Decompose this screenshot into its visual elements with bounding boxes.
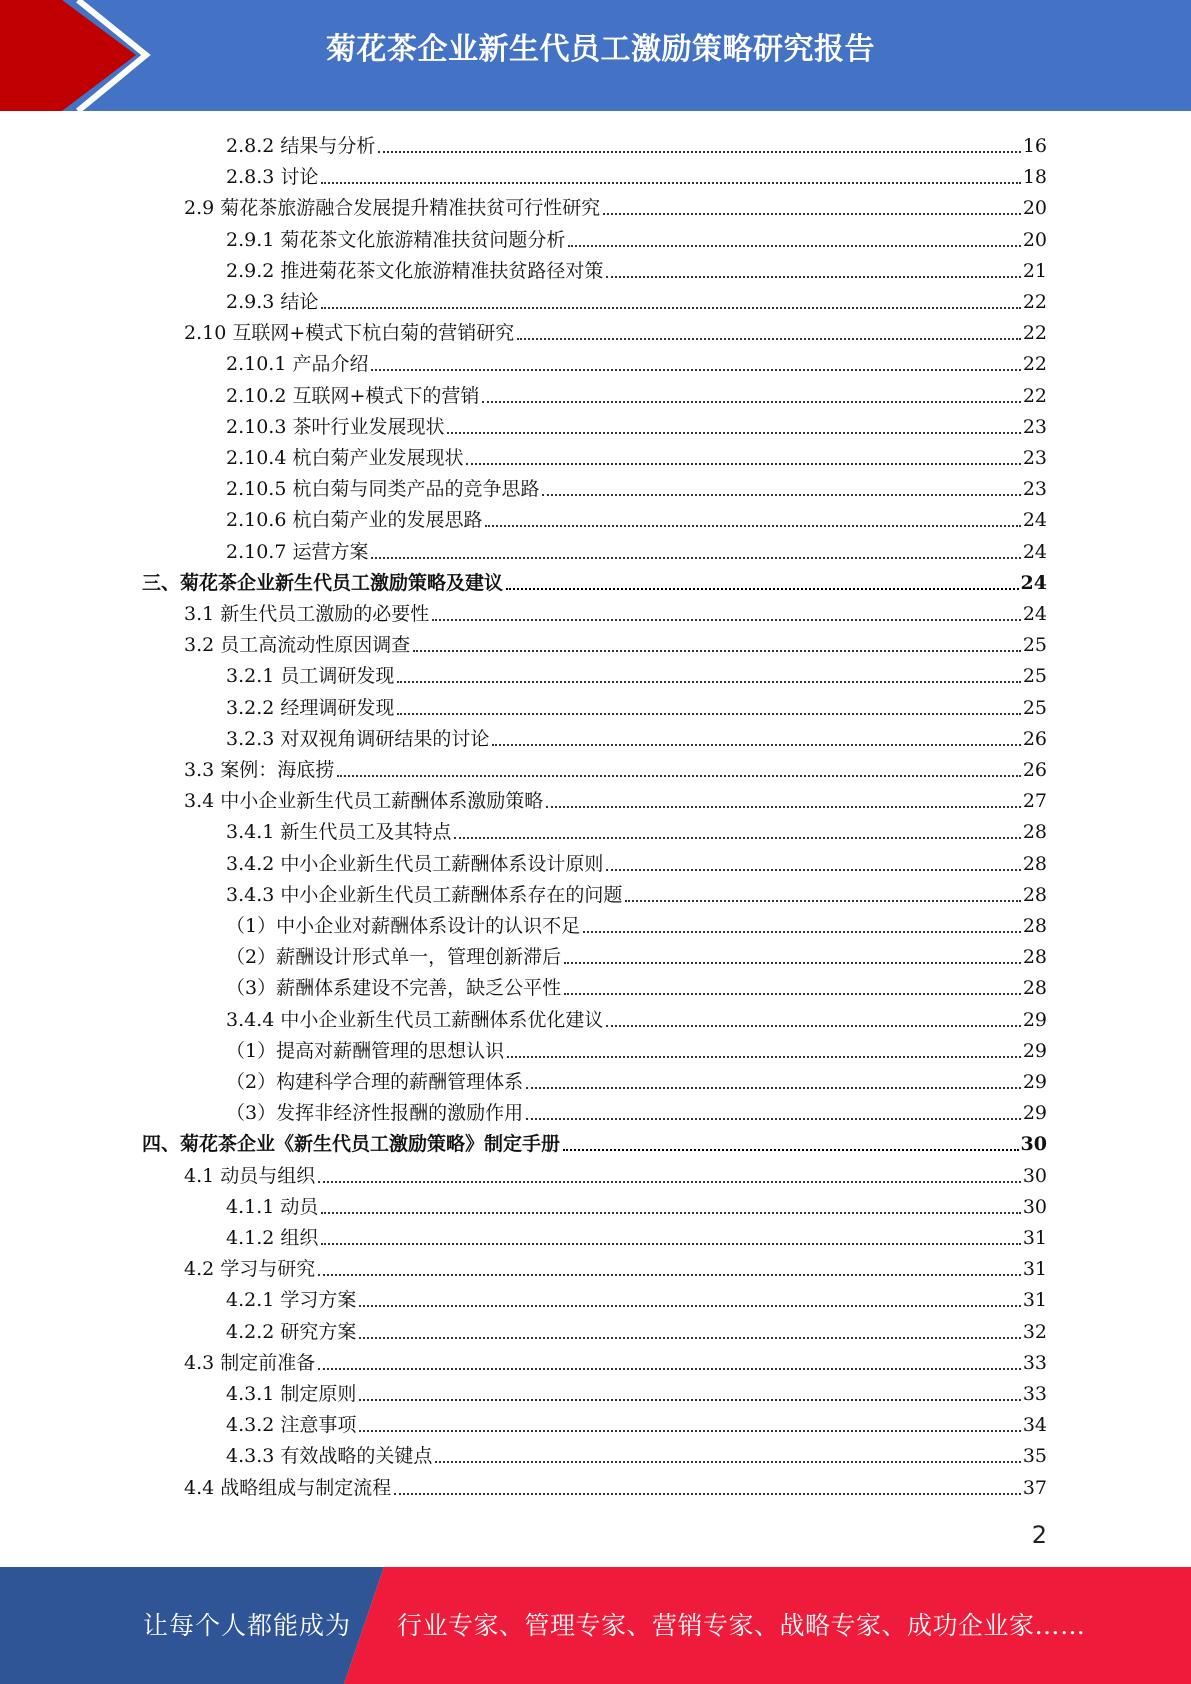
- toc-entry-label: 3.2.1 员工调研发现: [226, 665, 395, 688]
- toc-entry-page: 30: [1022, 1164, 1047, 1187]
- toc-entry-label: （3）发挥非经济性报酬的激励作用: [226, 1102, 524, 1125]
- toc-entry-page: 37: [1022, 1476, 1047, 1499]
- toc-entry[interactable]: [226, 1094, 1047, 1125]
- toc-dot-leader: [359, 1398, 1020, 1401]
- toc-entry[interactable]: [226, 501, 1047, 532]
- toc-entry-page: 20: [1022, 197, 1047, 220]
- toc-dot-leader: [625, 899, 1020, 902]
- toc-entry-page: 29: [1022, 1039, 1047, 1062]
- toc-entry[interactable]: [226, 1375, 1047, 1406]
- toc-dot-leader: [359, 1429, 1020, 1432]
- toc-entry[interactable]: [226, 969, 1047, 1000]
- toc-entry[interactable]: [226, 127, 1047, 158]
- toc-entry[interactable]: [184, 782, 1047, 813]
- page-header: [0, 0, 1191, 111]
- toc-entry-label: 三、菊花茶企业新生代员工激励策略及建议: [142, 571, 504, 594]
- toc-dot-leader: [397, 712, 1020, 715]
- toc-entry-label: 4.3.1 制定原则: [226, 1383, 357, 1405]
- toc-entry-page: 31: [1022, 1258, 1047, 1281]
- toc-dot-leader: [435, 1460, 1020, 1463]
- toc-entry-label: 4.2.1 学习方案: [226, 1289, 357, 1312]
- toc-entry-page: 28: [1022, 946, 1047, 969]
- toc-dot-leader: [568, 244, 1020, 247]
- toc-dot-leader: [321, 306, 1020, 309]
- toc-entry-page: 22: [1022, 322, 1047, 345]
- toc-dot-leader: [378, 150, 1020, 153]
- toc-entry-page: 24: [1022, 509, 1047, 532]
- toc-entry-page: 35: [1022, 1445, 1047, 1468]
- toc-entry[interactable]: [184, 626, 1047, 657]
- toc-entry-page: 31: [1022, 1227, 1047, 1249]
- toc-entry[interactable]: [226, 1437, 1047, 1468]
- toc-entry-label: （2）薪酬设计形式单一，管理创新滞后: [226, 946, 562, 969]
- toc-entry-label: 4.3.3 有效战略的关键点: [226, 1445, 433, 1468]
- toc-entry[interactable]: [142, 564, 1047, 595]
- toc-dot-leader: [546, 805, 1021, 808]
- toc-dot-leader: [466, 462, 1020, 465]
- toc-entry-label: （3）薪酬体系建设不完善，缺乏公平性: [226, 977, 562, 1000]
- toc-entry-page: 33: [1022, 1383, 1047, 1405]
- toc-entry-label: 2.10.5 杭白菊与同类产品的竞争思路: [226, 478, 540, 501]
- toc-entry-label: （1）中小企业对薪酬体系设计的认识不足: [226, 915, 581, 937]
- toc-entry[interactable]: [226, 377, 1047, 408]
- toc-entry-page: 23: [1022, 447, 1047, 469]
- toc-entry-label: （2）构建科学合理的薪酬管理体系: [226, 1071, 524, 1093]
- page-footer: [0, 1567, 1191, 1684]
- toc-entry-page: 26: [1022, 759, 1047, 781]
- toc-entry-label: 3.2.3 对双视角调研结果的讨论: [226, 727, 490, 750]
- toc-entry-label: 2.9.2 推进菊花茶文化旅游精准扶贫路径对策: [226, 259, 604, 282]
- toc-entry[interactable]: [226, 689, 1047, 720]
- toc-entry-label: 3.4.2 中小企业新生代员工薪酬体系设计原则: [226, 852, 604, 875]
- toc-dot-leader: [359, 1336, 1020, 1339]
- toc-entry-label: （1）提高对薪酬管理的思想认识: [226, 1039, 505, 1062]
- toc-entry[interactable]: [226, 158, 1047, 189]
- toc-entry-label: 3.3 案例：海底捞: [184, 759, 335, 781]
- toc-entry[interactable]: [226, 845, 1047, 876]
- toc-dot-leader: [542, 493, 1020, 496]
- toc-dot-leader: [507, 1055, 1021, 1058]
- toc-entry-label: 2.9 菊花茶旅游融合发展提升精准扶贫可行性研究: [184, 197, 601, 220]
- toc-entry-page: 23: [1022, 478, 1047, 501]
- toc-entry[interactable]: [226, 1032, 1047, 1063]
- toc-entry-label: 2.10.7 运营方案: [226, 540, 369, 563]
- toc-entry-label: 3.2.2 经理调研发现: [226, 696, 395, 719]
- toc-entry-label: 4.1.2 组织: [226, 1227, 319, 1249]
- toc-dot-leader: [564, 992, 1021, 995]
- toc-entry-label: 2.10.1 产品介绍: [226, 353, 369, 376]
- toc-dot-leader: [564, 961, 1021, 964]
- toc-entry[interactable]: [226, 1406, 1047, 1437]
- toc-entry-label: 2.10 互联网+模式下杭白菊的营销研究: [184, 322, 515, 345]
- toc-dot-leader: [337, 774, 1021, 777]
- toc-entry[interactable]: [226, 408, 1047, 439]
- header-title: 菊花茶企业新生代员工激励策略研究报告: [326, 32, 875, 67]
- toc-dot-leader: [318, 1367, 1021, 1370]
- toc-entry-label: 3.4.3 中小企业新生代员工薪酬体系存在的问题: [226, 883, 623, 906]
- toc-entry[interactable]: [226, 720, 1047, 751]
- toc-entry-page: 22: [1022, 353, 1047, 376]
- toc-entry[interactable]: [184, 1157, 1047, 1188]
- toc-entry-label: 2.10.2 互联网+模式下的营销: [226, 384, 480, 407]
- toc-entry[interactable]: [184, 751, 1047, 782]
- toc-dot-leader: [321, 1211, 1020, 1214]
- toc-entry-page: 34: [1022, 1414, 1047, 1437]
- toc-entry-page: 28: [1022, 852, 1047, 875]
- toc-entry-page: 29: [1022, 1071, 1047, 1093]
- toc-entry-page: 25: [1022, 634, 1047, 657]
- page-number: 2: [1031, 1521, 1047, 1549]
- toc-entry-label: 3.4.4 中小企业新生代员工薪酬体系优化建议: [226, 1008, 604, 1031]
- toc-entry-page: 30: [1022, 1195, 1047, 1218]
- toc-entry-page: 31: [1022, 1289, 1047, 1312]
- toc-entry-label: 3.2 员工高流动性原因调查: [184, 634, 411, 657]
- toc-entry[interactable]: [226, 439, 1047, 470]
- toc-entry[interactable]: [184, 1469, 1047, 1500]
- toc-entry-page: 29: [1022, 1008, 1047, 1031]
- toc-entry-page: 24: [1022, 540, 1047, 563]
- toc-entry-page: 30: [1020, 1133, 1047, 1156]
- toc-entry[interactable]: [226, 345, 1047, 376]
- toc-dot-leader: [359, 1304, 1020, 1307]
- toc-entry[interactable]: [226, 283, 1047, 314]
- toc-entry-page: 22: [1022, 384, 1047, 407]
- toc-entry[interactable]: [226, 1001, 1047, 1032]
- toc-dot-leader: [413, 649, 1021, 652]
- toc-entry-page: 28: [1022, 977, 1047, 1000]
- toc-entry[interactable]: [226, 657, 1047, 688]
- toc-entry-page: 32: [1022, 1320, 1047, 1343]
- toc-entry-page: 27: [1022, 790, 1047, 813]
- toc-entry-label: 2.8.2 结果与分析: [226, 135, 376, 157]
- toc-entry[interactable]: [226, 1219, 1047, 1250]
- toc-entry[interactable]: [226, 1063, 1047, 1094]
- toc-entry[interactable]: [184, 189, 1047, 220]
- toc-entry-label: 4.3.2 注意事项: [226, 1414, 357, 1437]
- toc-dot-leader: [371, 368, 1020, 371]
- toc-dot-leader: [318, 1180, 1021, 1183]
- toc-entry[interactable]: [226, 221, 1047, 252]
- toc-dot-leader: [318, 1273, 1021, 1276]
- toc-entry-label: 4.2.2 研究方案: [226, 1320, 357, 1343]
- toc-dot-leader: [563, 1148, 1019, 1151]
- footer-slogan-left: 让每个人都能成为: [143, 1611, 352, 1640]
- toc-entry-page: 28: [1022, 821, 1047, 844]
- toc-dot-leader: [397, 680, 1020, 683]
- toc-entry-page: 24: [1020, 571, 1047, 594]
- toc-entry[interactable]: [226, 938, 1047, 969]
- toc-entry[interactable]: [142, 1125, 1047, 1156]
- toc-entry-label: 4.1.1 动员: [226, 1195, 319, 1218]
- toc-entry-label: 2.10.6 杭白菊产业的发展思路: [226, 509, 483, 532]
- toc-entry[interactable]: [184, 595, 1047, 626]
- toc-entry-page: 21: [1022, 259, 1047, 282]
- toc-entry-label: 2.9.1 菊花茶文化旅游精准扶贫问题分析: [226, 228, 566, 251]
- toc-entry-label: 4.2 学习与研究: [184, 1258, 316, 1281]
- toc-dot-leader: [603, 212, 1021, 215]
- toc-entry-label: 四、菊花茶企业《新生代员工激励策略》制定手册: [142, 1133, 561, 1156]
- toc-entry[interactable]: [226, 907, 1047, 938]
- toc-entry-page: 23: [1022, 415, 1047, 438]
- toc-entry[interactable]: [184, 1250, 1047, 1281]
- toc-entry-label: 4.1 动员与组织: [184, 1164, 316, 1187]
- toc-entry-page: 25: [1022, 696, 1047, 719]
- toc-entry-page: 26: [1022, 727, 1047, 750]
- toc-entry-page: 25: [1022, 665, 1047, 688]
- toc-dot-leader: [606, 1024, 1020, 1027]
- toc-entry-page: 28: [1022, 915, 1047, 937]
- toc-dot-leader: [447, 431, 1020, 434]
- toc-entry-page: 29: [1022, 1102, 1047, 1125]
- toc-entry[interactable]: [226, 813, 1047, 844]
- toc-entry[interactable]: [184, 1344, 1047, 1375]
- toc-entry[interactable]: [226, 1281, 1047, 1312]
- toc-entry[interactable]: [184, 314, 1047, 345]
- toc-entry-label: 2.10.4 杭白菊产业发展现状: [226, 447, 464, 469]
- toc-dot-leader: [526, 1117, 1021, 1120]
- toc-entry[interactable]: [226, 533, 1047, 564]
- toc-entry[interactable]: [226, 876, 1047, 907]
- toc-entry-label: 3.4 中小企业新生代员工薪酬体系激励策略: [184, 790, 544, 813]
- toc-dot-leader: [606, 275, 1020, 278]
- toc-entry-page: 16: [1022, 135, 1047, 157]
- toc-entry-label: 2.9.3 结论: [226, 291, 319, 313]
- toc-dot-leader: [321, 1242, 1020, 1245]
- toc-dot-leader: [432, 618, 1021, 621]
- toc-entry-page: 18: [1022, 166, 1047, 189]
- footer-slogan-right: 行业专家、管理专家、营销专家、战略专家、成功企业家……: [397, 1611, 1086, 1640]
- toc-entry-page: 33: [1022, 1351, 1047, 1374]
- toc-entry-label: 3.4.1 新生代员工及其特点: [226, 821, 452, 844]
- toc-entry[interactable]: [226, 1188, 1047, 1219]
- toc-entry-label: 2.8.3 讨论: [226, 166, 319, 189]
- toc-entry-page: 20: [1022, 228, 1047, 251]
- toc-entry-label: 3.1 新生代员工激励的必要性: [184, 603, 430, 625]
- toc-dot-leader: [394, 1492, 1021, 1495]
- toc-dot-leader: [321, 181, 1020, 184]
- toc-dot-leader: [506, 587, 1019, 590]
- toc-entry-page: 28: [1022, 883, 1047, 906]
- toc-dot-leader: [492, 743, 1020, 746]
- toc-dot-leader: [482, 400, 1020, 403]
- toc-dot-leader: [606, 868, 1020, 871]
- toc-dot-leader: [454, 836, 1020, 839]
- toc-dot-leader: [517, 337, 1021, 340]
- toc-dot-leader: [485, 524, 1020, 527]
- toc-dot-leader: [526, 1086, 1021, 1089]
- toc-entry-label: 2.10.3 茶叶行业发展现状: [226, 415, 445, 438]
- toc-entry-page: 24: [1022, 603, 1047, 625]
- toc-entry[interactable]: [226, 1313, 1047, 1344]
- toc-entry-label: 4.4 战略组成与制定流程: [184, 1476, 392, 1499]
- toc-dot-leader: [371, 556, 1020, 559]
- toc-entry-label: 4.3 制定前准备: [184, 1351, 316, 1374]
- toc-dot-leader: [583, 930, 1021, 933]
- toc-entry-page: 22: [1022, 291, 1047, 313]
- toc-entry[interactable]: [226, 470, 1047, 501]
- toc-entry[interactable]: [226, 252, 1047, 283]
